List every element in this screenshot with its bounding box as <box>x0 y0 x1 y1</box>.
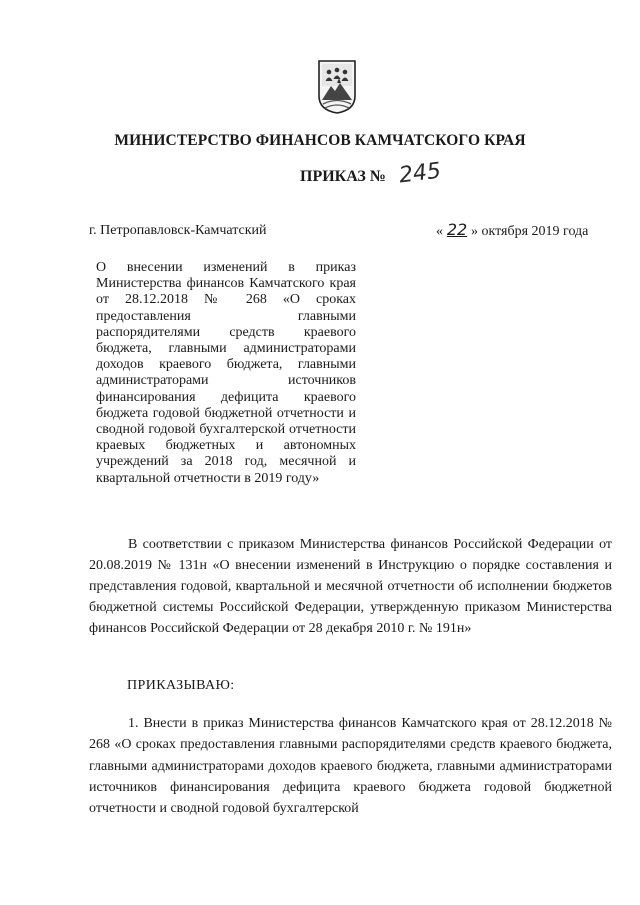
date-month-year: » октября 2019 года <box>471 224 589 239</box>
order-directive: ПРИКАЗЫВАЮ: <box>127 678 235 693</box>
order-title: ПРИКАЗ № <box>300 168 386 185</box>
city-name: г. Петропавловск-Камчатский <box>89 223 267 238</box>
date-day: 22 <box>446 220 468 239</box>
kamchatka-coat-of-arms-icon <box>318 60 356 114</box>
order-number: 245 <box>397 158 443 189</box>
order-subject: О внесении изменений в приказ Министерства финансов Камчатского края от 28.12.2018 № 268 «О сроках предоставления главными распорядителями средств краевого бюджета, главными администраторами доходов краевого бюджета, главными администраторами источников финансирования дефицита краевого бюджета годовой бюджетной отчетности и сводной годовой бухгалтерской отчетности краевых бюджетных и автономных учреждений за 2018 год, месячной и квартальной отчетности в 2019 году» <box>96 260 356 486</box>
order-date <box>436 220 589 240</box>
clause-1: 1. Внести в приказ Министерства финансов Камчатского края от 28.12.2018 № 268 «О сроках предоставления главными распорядителями средств краевого бюджета, главными администраторами доходов краевого бюджета, главными администраторами источников финансирования дефицита краевого бюджета годовой бюджетной отчетности и сводной годовой бухгалтерской <box>89 716 612 817</box>
ministry-name: МИНИСТЕРСТВО ФИНАНСОВ КАМЧАТСКОГО КРАЯ <box>114 132 526 149</box>
preamble-paragraph: В соответствии с приказом Министерства финансов Российской Федерации от 20.08.2019 № 131н «О внесении изменений в Инструкцию о порядке составления и представления годовой, квартальной и месячной отчетности об исполнении бюджетов бюджетной системы Российской Федерации, утвержденную приказом Министерства финансов Российской Федерации от 28 декабря 2010 г. № 191н» <box>89 537 612 636</box>
date-open-quote: « <box>436 224 443 239</box>
